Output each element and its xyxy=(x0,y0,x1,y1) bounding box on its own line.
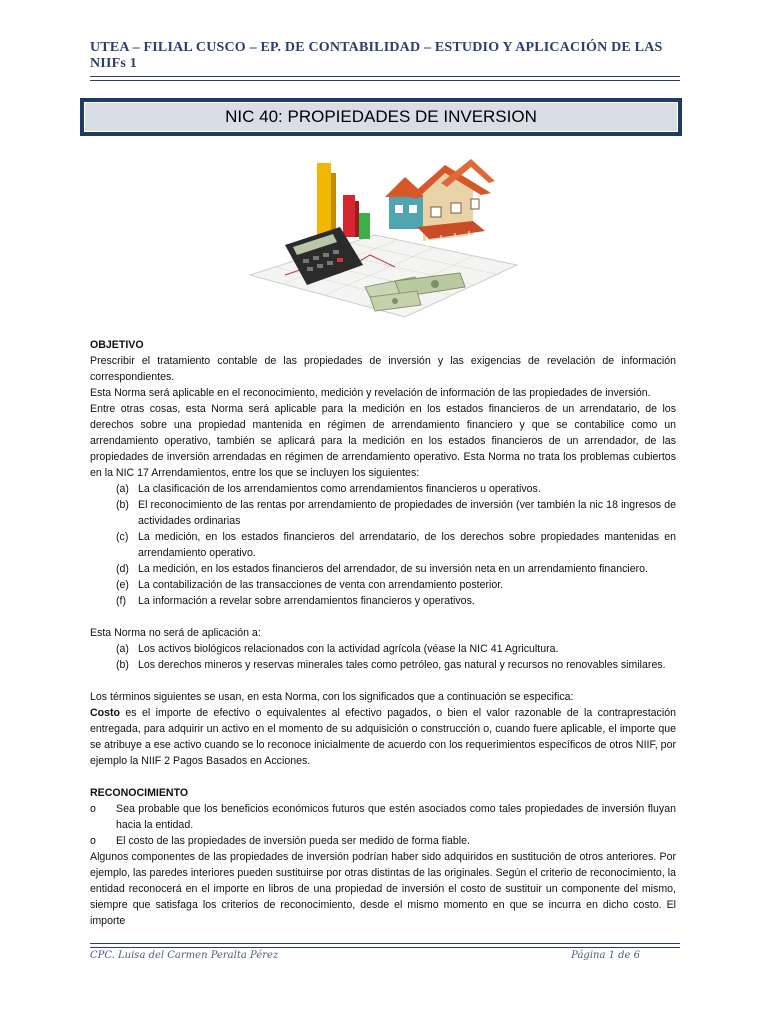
running-header: UTEA – FILIAL CUSCO – EP. DE CONTABILIDAD – ESTUDIO Y APLICACIÓN DE LAS NIIFs 1 xyxy=(90,40,663,71)
paragraph: Algunos componentes de las propiedades de inversión podrían haber sido adquiridos en sustitución de otros anteriores. Por ejemplo, las paredes interiores pueden sustituirse por otras distintas de las originales. Según el criterio de reconocimiento, la entidad reconocerá en el importe en libros de una propiedad de inversión el costo de sustituir un componente del mismo, siempre que satisfaga los criterios de reconocimiento, desde el mismo momento en que se incurra en dicho costo. El importe xyxy=(90,851,676,927)
spacer xyxy=(90,609,676,625)
list-item xyxy=(90,641,676,657)
list-item xyxy=(90,593,676,609)
list-text: El reconocimiento de las rentas por arrendamiento de propiedades de inversión (ver también la nic 18 ingresos de actividades ordinarias xyxy=(138,499,676,527)
definition-term: Costo xyxy=(90,707,121,719)
paragraph: Esta Norma no será de aplicación a: xyxy=(90,627,261,639)
list-text: La medición, en los estados financieros del arrendador, de su inversión neta en un arrendamiento financiero. xyxy=(138,563,648,575)
list-item xyxy=(90,657,676,673)
list-label: (b) xyxy=(116,499,129,511)
list-label: (e) xyxy=(116,579,129,591)
paragraph: Entre otras cosas, esta Norma será aplicable para la medición en los estados financieros de un arrendatario, de los derechos sobre una propiedad mantenida en régimen de arrendamiento financiero y que se contabilice como un arrendamiento operativo, también se aplicará para la medición en los estados financieros de un arrendador, de las propiedades de inversión arrendadas en régimen de arrendamiento operativo. Esta Norma no trata los problemas cubiertos en la NIC 17 Arrendamientos, entre los que se incluyen los siguientes: xyxy=(90,403,676,479)
page-title: NIC 40: PROPIEDADES DE INVERSION xyxy=(84,102,678,132)
definition-paragraph xyxy=(90,705,676,769)
bullet-text: El costo de las propiedades de inversión pueda ser medido de forma fiable. xyxy=(116,835,470,847)
list-label: (b) xyxy=(116,659,129,671)
list-item xyxy=(90,481,676,497)
list-item xyxy=(90,497,676,529)
list-text: Los activos biológicos relacionados con la actividad agrícola (véase la NIC 41 Agricultura. xyxy=(138,643,559,655)
document-body xyxy=(90,337,676,929)
bullet-marker: o xyxy=(90,803,96,815)
list-text: La medición, en los estados financieros del arrendatario, de los derechos sobre propiedades mantenidas en arrendamiento operativo. xyxy=(138,531,676,559)
bullet-marker: o xyxy=(90,835,96,847)
list-label: (f) xyxy=(116,595,126,607)
list-text: La clasificación de los arrendamientos como arrendamientos financieros u operativos. xyxy=(138,483,541,495)
bullet-text: Sea probable que los beneficios económicos futuros que estén asociados como tales propiedades de inversión fluyan hacia la entidad. xyxy=(116,803,676,831)
list-item xyxy=(90,529,676,561)
list-item xyxy=(90,561,676,577)
list-label: (c) xyxy=(116,531,129,543)
definition-text: es el importe de efectivo o equivalentes al efectivo pagados, o bien el valor razonable de la contraprestación entregada, para adquirir un activo en el momento de su adquisición o construcción o, cuando fuere aplicable, el importe que se atribuye a ese activo cuando se lo reconoce inicialmente de acuerdo con los requerimientos específicos de otros NIIF, por ejemplo la NIIF 2 Pagos Basados en Acciones. xyxy=(90,707,676,767)
title-box xyxy=(80,98,682,136)
list-text: Los derechos mineros y reservas minerales tales como petróleo, gas natural y recursos no renovables similares. xyxy=(138,659,666,671)
paragraph: Prescribir el tratamiento contable de las propiedades de inversión y las exigencias de revelación de información correspondientes. xyxy=(90,355,676,383)
footer-page-number: Página 1 de 6 xyxy=(571,950,640,961)
bullet-item xyxy=(90,833,676,849)
section-heading-objetivo: OBJETIVO xyxy=(90,339,144,351)
list-label: (a) xyxy=(116,643,129,655)
list-text: La contabilización de las transacciones de venta con arrendamiento posterior. xyxy=(138,579,504,591)
footer-author: CPC. Luisa del Carmen Peralta Pérez xyxy=(90,950,279,961)
header-rule xyxy=(90,76,680,77)
spacer xyxy=(90,769,676,785)
footer-rule xyxy=(90,947,680,948)
list-item xyxy=(90,577,676,593)
houses-calculator-chart-illustration xyxy=(245,155,520,320)
section-heading-reconocimiento: RECONOCIMIENTO xyxy=(90,787,189,799)
spacer xyxy=(90,673,676,689)
list-text: La información a revelar sobre arrendamientos financieros y operativos. xyxy=(138,595,475,607)
list-label: (a) xyxy=(116,483,129,495)
paragraph: Los términos siguientes se usan, en esta Norma, con los significados que a continuación se especifica: xyxy=(90,691,574,703)
footer-rule-thin xyxy=(90,943,680,944)
header-rule-thin xyxy=(90,80,680,81)
paragraph: Esta Norma será aplicable en el reconocimiento, medición y revelación de información de las propiedades de inversión. xyxy=(90,387,651,399)
bullet-item xyxy=(90,801,676,833)
list-label: (d) xyxy=(116,563,129,575)
